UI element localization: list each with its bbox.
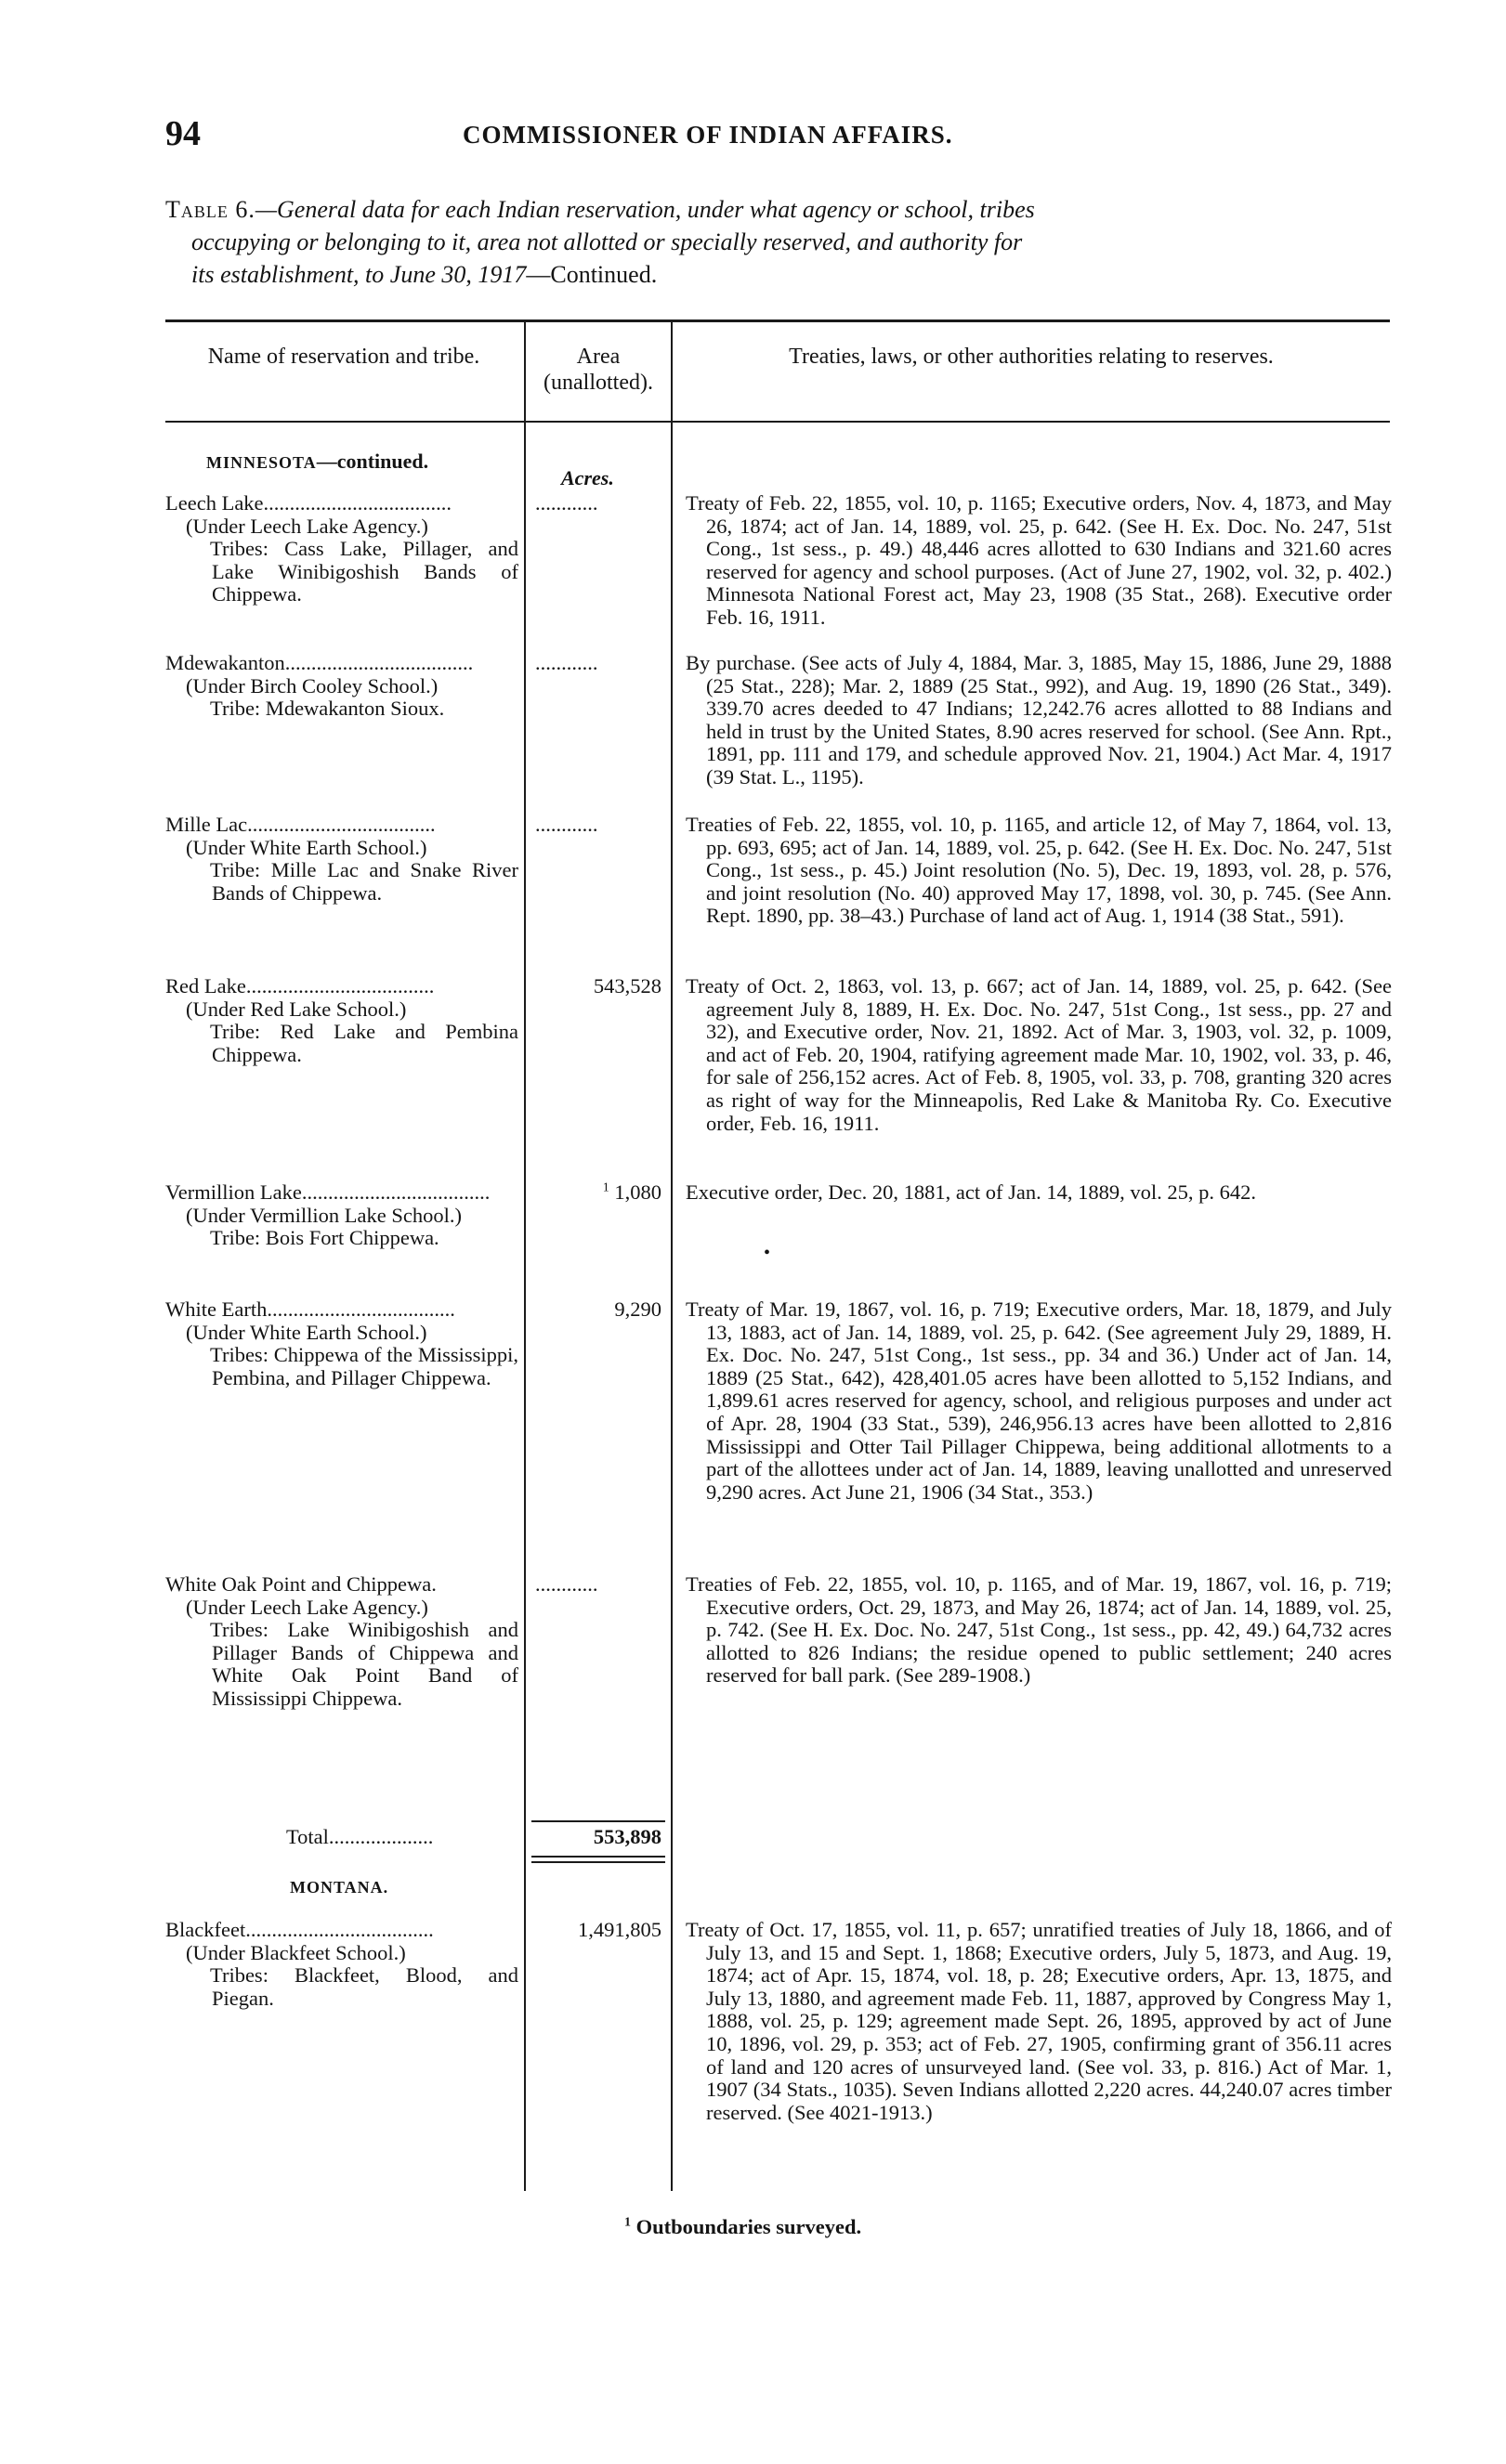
column-head-name: Name of reservation and tribe. <box>207 345 480 369</box>
reservation-entry-leech-lake: Leech Lake .................................... (Under Leech Lake Agency.) Tribes: Cass Lake, Pillager, and Lake Winibigoshish Bands of Chippewa. <box>165 491 518 606</box>
treaty-text-white-oak-point: Treaties of Feb. 22, 1855, vol. 10, p. 1165, and of Mar. 19, 1867, vol. 16, p. 719; Executive orders, Oct. 29, 1873, and May 26, 1874; act of Jan. 14, 1889, vol. 25, p. 742. (See H. Ex. Doc. No. 247, 51st Cong., 1st sess., pp. 42, 49.) 64,732 acres allotted to 826 Indians; the residue opened to public settlement; 240 acres reserved for ball park. (See 289-1908.) <box>686 1572 1392 1688</box>
reservation-entry-mille-lac: Mille Lac .................................... (Under White Earth School.) Tribe: Mille Lac and Snake River Bands of Chippewa. <box>165 813 518 905</box>
area-value: 543,528 <box>593 974 661 997</box>
reservation-name: White Earth <box>165 1297 268 1321</box>
tribes: Tribes: Lake Winibigoshish and Pillager Bands of Chippewa and White Oak Point Band of Mississippi Chippewa. <box>210 1618 518 1710</box>
reservation-name: Vermillion Lake <box>165 1180 302 1204</box>
treaty-text-leech-lake: Treaty of Feb. 22, 1855, vol. 10, p. 1165; Executive orders, Nov. 4, 1873, and May 26, 1874; act of Jan. 14, 1889, vol. 25, p. 642. (See H. Ex. Doc. No. 247, 51st Cong., 1st sess., p. 49.) 48,446 acres allotted to 630 Indians and 321.60 acres reserved for agency and school purposes. (Act of June 27, 1902, vol. 32, p. 402.) Minnesota National Forest act, May 23, 1908 (35 Stat., 268). Executive order Feb. 16, 1911. <box>686 491 1392 629</box>
area-value: ............ <box>535 1573 598 1596</box>
agency: (Under White Earth School.) <box>186 1320 427 1344</box>
column-head-treaties: Treaties, laws, or other authorities relating to reserves. <box>789 345 1274 369</box>
tribes: Tribe: Bois Fort Chippewa. <box>210 1226 439 1250</box>
section-heading-minnesota <box>206 450 428 474</box>
reservation-entry-blackfeet: Blackfeet .................................... (Under Blackfeet School.) Tribes: Blackfeet, Blood, and Piegan. <box>165 1918 518 2010</box>
area-value: ............ <box>535 492 598 515</box>
tribes: Tribe: Mille Lac and Snake River Bands of Chippewa. <box>210 858 518 905</box>
total-value: 553,898 <box>593 1825 661 1848</box>
reservation-entry-mdewakanton: Mdewakanton .................................... (Under Birch Cooley School.) Tribe: Mdewakanton Sioux. <box>165 652 518 721</box>
column-head-area: Area (unallotted). <box>543 345 653 395</box>
agency: (Under Leech Lake Agency.) <box>186 1595 428 1619</box>
reservation-name: Leech Lake <box>165 491 264 515</box>
area-value: ............ <box>535 814 598 836</box>
footnote-marker: 1 <box>624 2215 631 2230</box>
footnote-marker: 1 <box>602 1180 609 1195</box>
tribes: Tribe: Red Lake and Pembina Chippewa. <box>210 1020 518 1066</box>
reservation-entry-red-lake: Red Lake .................................... (Under Red Lake School.) Tribe: Red Lake and Pembina Chippewa. <box>165 974 518 1066</box>
treaty-text-mille-lac: Treaties of Feb. 22, 1855, vol. 10, p. 1165, and article 12, of May 7, 1864, vol. 13, pp. 693, 695; act of Jan. 14, 1889, vol. 25, p. 642. (See H. Ex. Doc. No. 247, 51st Cong., 1st sess., p. 45.) Joint resolution (No. 5), Dec. 19, 1893, vol. 28, p. 576, and joint resolution (No. 40) approved May 17, 1898, vol. 30, p. 745. (See Ann. Rept. 1890, pp. 38–43.) Purchase of land act of Aug. 1, 1914 (38 Stat., 591). <box>686 813 1392 928</box>
table-label: Table 6. <box>165 196 255 223</box>
agency: (Under White Earth School.) <box>186 835 427 859</box>
total-top-rule <box>531 1820 665 1822</box>
table-caption <box>165 193 1390 291</box>
section-heading-montana: MONTANA. <box>290 1878 389 1897</box>
reservation-name: Mille Lac <box>165 813 248 836</box>
caption-line-2: occupying or belonging to it, area not allotted or specially reserved, and authority for <box>191 228 1023 255</box>
column-divider-1 <box>524 322 526 2191</box>
footnote <box>624 2215 861 2239</box>
reservation-name: Red Lake <box>165 974 246 997</box>
total-double-rule-1 <box>531 1856 665 1858</box>
agency: (Under Vermillion Lake School.) <box>186 1203 463 1227</box>
reservation-entry-vermillion-lake: Vermillion Lake .................................... (Under Vermillion Lake School.) Tribe: Bois Fort Chippewa. <box>165 1181 518 1250</box>
caption-continued: —Continued. <box>526 261 658 288</box>
column-divider-2 <box>671 322 673 2191</box>
total-label: Total <box>286 1825 329 1848</box>
section-continued: —continued. <box>316 450 429 473</box>
treaty-text-red-lake: Treaty of Oct. 2, 1863, vol. 13, p. 667; act of Jan. 14, 1889, vol. 25, p. 642. (See agreement July 8, 1889, H. Ex. Doc. No. 247, 51st Cong., 1st sess., pp. 27 and 32), and Executive order, Nov. 21, 1892. Act of Mar. 3, 1903, vol. 32, p. 1009, and act of Feb. 20, 1904, ratifying agreement made Mar. 10, 1902, vol. 33, p. 46, for sale of 256,152 acres. Act of Feb. 8, 1905, vol. 33, p. 708, granting 320 acres as right of way for the Minneapolis, Red Lake & Manitoba Ry. Co. Executive order, Feb. 16, 1911. <box>686 974 1392 1135</box>
reservation-entry-white-oak-point <box>165 1573 518 1711</box>
table-top-rule <box>165 319 1390 322</box>
agency: (Under Red Lake School.) <box>186 997 407 1021</box>
tribes: Tribes: Blackfeet, Blood, and Piegan. <box>210 1963 518 2010</box>
tribes: Tribes: Cass Lake, Pillager, and Lake Winibigoshish Bands of Chippewa. <box>210 537 518 606</box>
footnote-text: Outboundaries surveyed. <box>635 2215 862 2238</box>
caption-line-3: its establishment, to June 30, 1917 <box>191 261 527 288</box>
treaty-text-white-earth: Treaty of Mar. 19, 1867, vol. 16, p. 719; Executive orders, Mar. 18, 1879, and July 13, 1883, act of Jan. 14, 1889, vol. 25, p. 642. (See agreement July 29, 1889, H. Ex. Doc. No. 247, 51st Cong., 1st sess., pp. 34 and 36.) Under act of Jan. 14, 1889 (25 Stat., 642), 428,401.05 acres have been allotted to 5,152 Indians, and 1,899.61 acres reserved for agency, school, and religious purposes and under act of Apr. 28, 1904 (33 Stat., 539), 246,956.13 acres have been allotted to 2,816 Mississippi and Otter Tail Pillager Chippewa, being additional allotments to a part of the allottees under act of Jan. 14, 1889, leaving unallotted and unreserved 9,290 acres. Act June 21, 1906 (34 Stat., 353.) <box>686 1297 1392 1504</box>
total-row: Total .................... <box>286 1825 434 1848</box>
tribes: Tribe: Mdewakanton Sioux. <box>210 697 445 721</box>
area-value: 1,491,805 <box>578 1918 661 1941</box>
treaty-text-mdewakanton: By purchase. (See acts of July 4, 1884, Mar. 3, 1885, May 15, 1886, June 29, 1888 (25 Stat., 228); Mar. 2, 1889 (25 Stat., 992), and Aug. 19, 1890 (26 Stat., 349). 339.70 acres deeded to 47 Indians; 12,242.76 acres allotted to 88 Indians and held in trust by the United States, 8.90 acres reserved for school. (See Ann. Rpt., 1891, pp. 111 and 179, and schedule approved Nov. 21, 1904.) Act Mar. 4, 1917 (39 Stat. L., 1195). <box>686 651 1392 789</box>
area-value: ............ <box>535 652 598 674</box>
total-double-rule-2 <box>531 1861 665 1863</box>
section-label: MINNESOTA <box>206 453 317 472</box>
reservation-name: Blackfeet <box>165 1918 246 1941</box>
tribes: Tribes: Chippewa of the Mississippi, Pembina, and Pillager Chippewa. <box>210 1343 518 1389</box>
treaty-text-blackfeet: Treaty of Oct. 17, 1855, vol. 11, p. 657; unratified treaties of July 18, 1866, and of July 13, and 15 and Sept. 1, 1868; Executive orders, July 5, 1873, and Aug. 19, 1874; act of Apr. 15, 1874, vol. 18, p. 28; Executive orders, Apr. 13, 1875, and July 13, 1880, and agreement made Feb. 11, 1887, approved by Congress May 1, 1888, vol. 25, p. 129; agreement made Sept. 26, 1895, approved by act of June 10, 1896, vol. 29, p. 353; act of Feb. 27, 1905, confirming grant of 356.11 acres of land and 120 acres of unsurveyed land. (See vol. 33, p. 816.) Act of Mar. 1, 1907 (34 Stats., 1035). Seven Indians allotted 2,220 acres. 44,240.07 acres timber reserved. (See 4021-1913.) <box>686 1918 1392 2124</box>
area-value: 9,290 <box>614 1297 661 1321</box>
agency: (Under Blackfeet School.) <box>186 1940 406 1964</box>
caption-line-1: —General data for each Indian reservation, under what agency or school, tribes <box>255 196 1035 223</box>
agency: (Under Leech Lake Agency.) <box>186 514 428 538</box>
area-value: $^1$ 1,080 <box>602 1180 661 1204</box>
area-unit: Acres. <box>561 466 614 489</box>
treaty-text-vermillion-lake: Executive order, Dec. 20, 1881, act of Jan. 14, 1889, vol. 25, p. 642. <box>686 1180 1256 1204</box>
stray-mark: • <box>764 1243 771 1263</box>
reservation-entry-white-earth: White Earth .................................... (Under White Earth School.) Tribes: Chippewa of the Mississippi, Pembina, and Pillager Chippewa. <box>165 1297 518 1389</box>
table-head-rule <box>165 421 1390 423</box>
page-number: 94 <box>165 114 201 153</box>
reservation-name: Mdewakanton <box>165 651 285 674</box>
running-head: COMMISSIONER OF INDIAN AFFAIRS. <box>463 121 953 149</box>
reservation-name: White Oak Point and Chippewa. <box>165 1572 437 1596</box>
agency: (Under Birch Cooley School.) <box>186 673 439 697</box>
